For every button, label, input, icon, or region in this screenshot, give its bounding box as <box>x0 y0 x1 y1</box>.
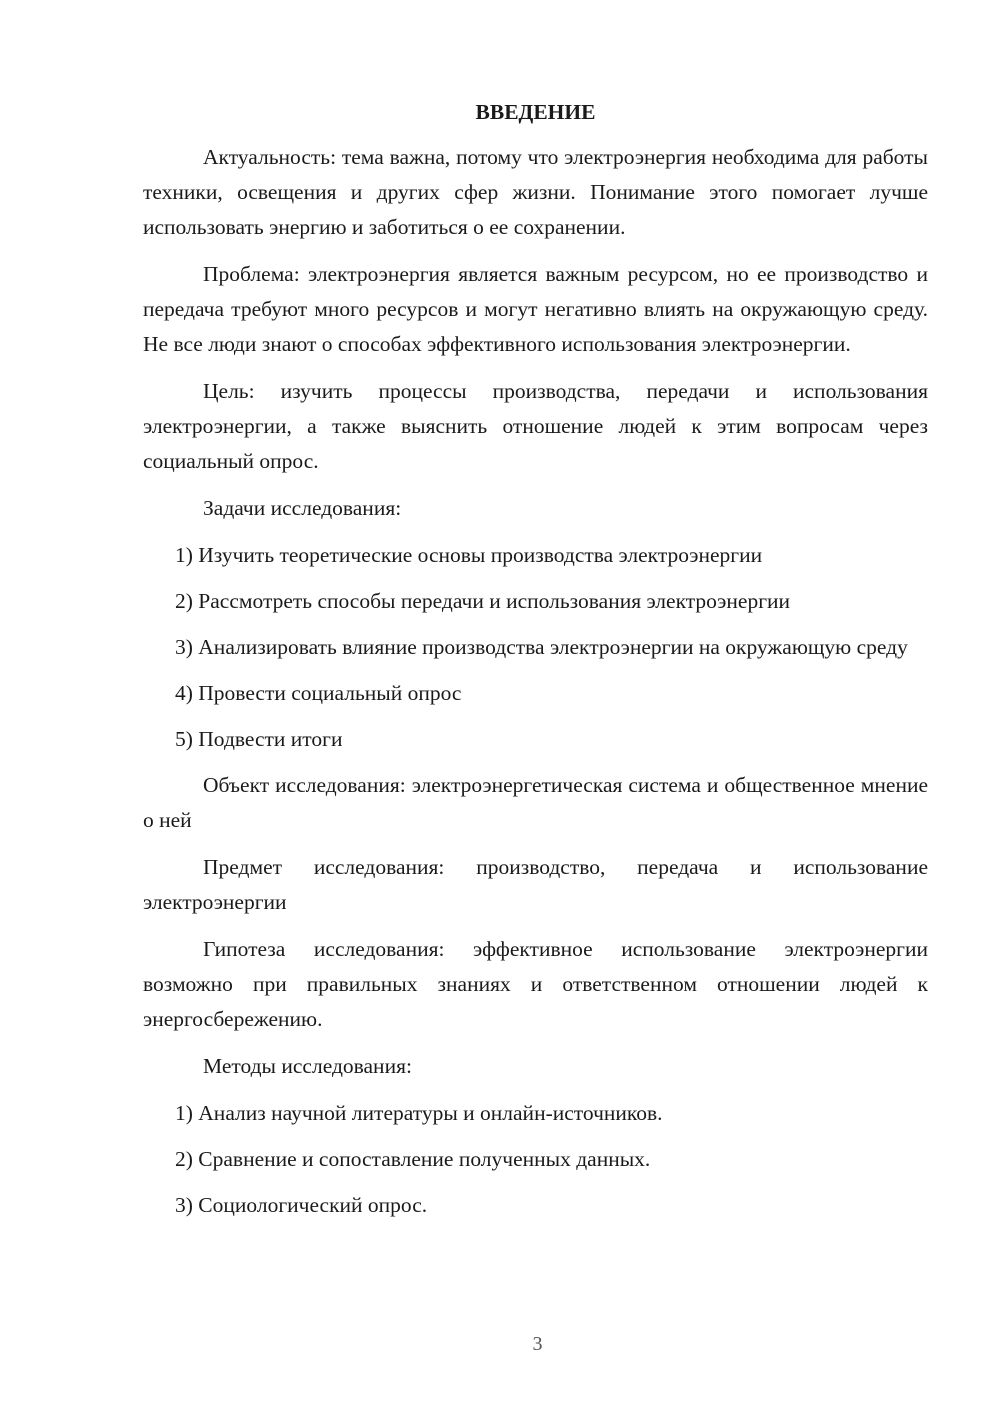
subject-paragraph: Предмет исследования: производство, передача и использование электроэнергии <box>143 855 928 914</box>
methods-heading: Методы исследования: <box>203 1054 412 1078</box>
problem-paragraph: Проблема: электроэнергия является важным ресурсом, но ее производство и передача требуют много ресурсов и могут негативно влиять на окружающую среду. Не все люди знают о способах эффективного использования электроэнергии. <box>143 262 928 356</box>
task-item: 2) Рассмотреть способы передачи и использования электроэнергии <box>175 589 791 613</box>
page-number: 3 <box>532 1333 543 1355</box>
method-item: 1) Анализ научной литературы и онлайн-источников. <box>175 1101 663 1125</box>
object-paragraph: Объект исследования: электроэнергетическая система и общественное мнение о ней <box>143 773 928 832</box>
task-item: 3) Анализировать влияние производства электроэнергии на окружающую среду <box>175 635 908 659</box>
hypothesis-paragraph: Гипотеза исследования: эффективное использование электроэнергии возможно при правильных знаниях и ответственном отношении людей к энергосбережению. <box>143 937 928 1031</box>
goal-paragraph: Цель: изучить процессы производства, передачи и использования электроэнергии, а также выяснить отношение людей к этим вопросам через социальный опрос. <box>143 379 928 473</box>
method-item: 2) Сравнение и сопоставление полученных данных. <box>175 1147 651 1171</box>
method-item: 3) Социологический опрос. <box>175 1193 428 1217</box>
section-title: ВВЕДЕНИЕ <box>475 100 596 124</box>
relevance-paragraph: Актуальность: тема важна, потому что электроэнергия необходима для работы техники, освещения и других сфер жизни. Понимание этого помогает лучше использовать энергию и заботиться о ее сохранении. <box>143 145 928 239</box>
task-item: 5) Подвести итоги <box>175 727 343 751</box>
tasks-heading: Задачи исследования: <box>203 496 402 520</box>
document-page <box>143 95 928 1234</box>
task-item: 1) Изучить теоретические основы производства электроэнергии <box>175 543 763 567</box>
task-item: 4) Провести социальный опрос <box>175 681 462 705</box>
